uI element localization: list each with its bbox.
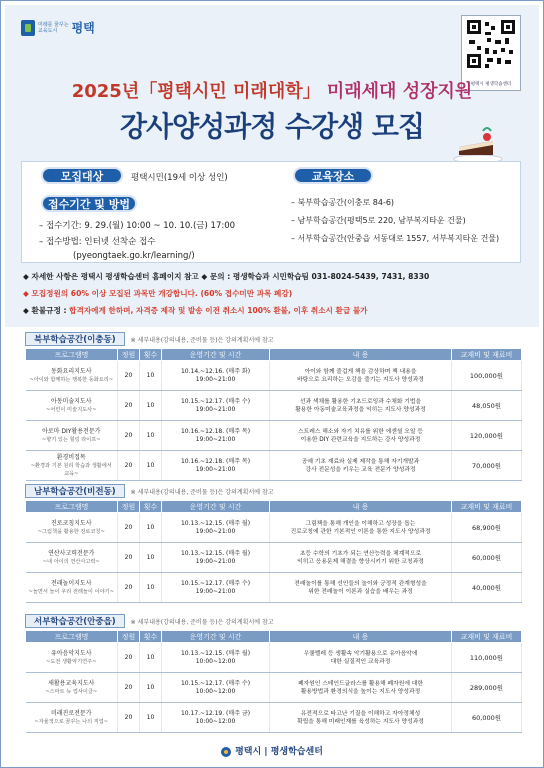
- capacity-cell: 20: [118, 573, 140, 603]
- section-head: [25, 484, 521, 498]
- period-time: 19:00~21:00: [195, 375, 236, 383]
- program-subtitle: ~어린이 미술지도사~: [46, 406, 97, 413]
- session-count-cell: 10: [140, 673, 162, 703]
- period-time: 19:00~21:00: [195, 435, 236, 443]
- col-header-fee: 교재비 및 재료비: [452, 349, 522, 361]
- session-count-cell: 10: [140, 573, 162, 603]
- table-row: [26, 573, 522, 603]
- program-cell: [26, 543, 118, 573]
- period-dates: 10.16.~12.18. (매주 목): [180, 427, 251, 435]
- program-name: 유아음악지도사: [50, 649, 92, 657]
- fee-cell: 100,000원: [452, 361, 522, 391]
- period-time: 10:00~12:00: [195, 717, 236, 725]
- table-header-row: [26, 631, 522, 643]
- location-label: 교육장소: [293, 167, 373, 184]
- content-line-1: 공예 기초 재료와 실제 제작을 통해 자기개발과: [301, 458, 420, 465]
- period-cell: [162, 673, 270, 703]
- section-tag: 서부학습공간(안중읍): [25, 614, 125, 628]
- program-name: 연산사고력전문가: [48, 549, 95, 557]
- col-header-capacity: 정원: [118, 631, 140, 643]
- note-minimum: ◆ 모집정원의 60% 이상 모집된 과목만 개강합니다. (60% 접수미만 과목 폐강): [23, 289, 293, 298]
- col-header-count: 횟수: [140, 349, 162, 361]
- table-header-row: [26, 501, 522, 513]
- city-logo-icon: [21, 20, 35, 36]
- col-header-capacity: 정원: [118, 501, 140, 513]
- col-header-count: 횟수: [140, 501, 162, 513]
- fee-cell: 60,000원: [452, 703, 522, 733]
- logo-slogan-1: 미래를 꿈꾸는: [38, 21, 69, 28]
- program-cell: [26, 421, 118, 451]
- col-header-program: 프로그램명: [26, 349, 118, 361]
- table-row: [26, 391, 522, 421]
- program-cell: [26, 513, 118, 543]
- note-refund-label: ◆ 환불규정 :: [23, 306, 70, 315]
- program-name: 아로마 DIY활용전문가: [42, 427, 101, 435]
- content-cell: [270, 391, 452, 421]
- cake-illustration-icon: [453, 123, 503, 163]
- section-south: [25, 484, 521, 603]
- location-south: – 남부학습공간(평택5로 220, 남부복지타운 건물): [291, 216, 466, 225]
- content-line-2: 대한 실질적인 교육과정: [330, 658, 391, 665]
- program-subtitle: ~스마트 뉴 업사이클~: [45, 688, 98, 695]
- qr-caption: 평택시 평생학습센터: [470, 82, 512, 87]
- program-subtitle: ~도전 생활악기연주~: [46, 658, 97, 665]
- table-row: [26, 513, 522, 543]
- period-dates: 10.15.~12.17. (매주 수): [180, 397, 251, 405]
- program-cell: [26, 673, 118, 703]
- section-west: [25, 614, 521, 733]
- qr-code-icon: [467, 20, 515, 68]
- program-subtitle: ~아이와 함께하는 행복한 동화요리~: [29, 376, 114, 383]
- section-note: ※ 세부내용(강의내용, 준비물 등)은 강의계획서에 참고: [130, 336, 274, 344]
- content-line-1: 스트레스 해소와 자기 치유를 위한 에센셜 오일 등: [298, 428, 423, 435]
- content-line-2: 활용방법과 환경의식을 높이는 지도사 양성과정: [300, 688, 421, 695]
- logo-text-small: [38, 22, 69, 34]
- program-name: 전래놀이지도사: [50, 579, 92, 587]
- period-cell: [162, 451, 270, 481]
- content-line-1: 아이와 함께 즐겁게 책을 감상하며 책 내용을: [304, 368, 417, 375]
- city-emblem-icon: [221, 747, 231, 757]
- section-note: ※ 세부내용(강의내용, 준비물 등)은 강의계획서에 참고: [130, 488, 274, 496]
- session-count-cell: 10: [140, 543, 162, 573]
- content-line-1: 선과 색채를 활용한 기초드로잉과 수채화 기법을: [299, 398, 422, 405]
- program-subtitle: ~향기 있는 힐링 라이프~: [41, 436, 101, 443]
- section-note: ※ 세부내용(강의내용, 준비물 등)은 강의계획서에 참고: [130, 618, 274, 626]
- table-row: [26, 543, 522, 573]
- fee-cell: 68,900원: [452, 513, 522, 543]
- capacity-cell: 20: [118, 703, 140, 733]
- capacity-cell: 20: [118, 673, 140, 703]
- content-cell: [270, 543, 452, 573]
- col-header-period: 운영기간 및 시간: [162, 501, 270, 513]
- content-line-1: 폐자원인 스테인드글라스를 활용해 폐자원에 대한: [298, 680, 423, 687]
- period-time: 19:00~21:00: [195, 465, 236, 473]
- capacity-cell: 20: [118, 513, 140, 543]
- period-cell: [162, 421, 270, 451]
- period-dates: 10.17.~12.19. (매주 금): [180, 709, 251, 717]
- content-line-1: 유전적으로 타고난 기질을 이해하고 자아정체성: [300, 710, 421, 717]
- program-name: 진로코칭지도사: [50, 519, 92, 527]
- location-north: – 북부학습공간(이충로 84-6): [291, 198, 395, 207]
- headline-program: 2025년「평택시민 미래대학」: [71, 81, 321, 102]
- col-header-content: 내 용: [270, 501, 452, 513]
- period-cell: [162, 643, 270, 673]
- fee-cell: 289,000원: [452, 673, 522, 703]
- logo-city-name: 평택: [71, 21, 95, 35]
- session-count-cell: 10: [140, 451, 162, 481]
- period-dates: 10.14.~12.16. (매주 화): [180, 367, 251, 375]
- program-table: [25, 630, 522, 733]
- logo-slogan-2: 교육도시: [38, 27, 58, 34]
- col-header-fee: 교재비 및 재료비: [452, 501, 522, 513]
- capacity-cell: 20: [118, 391, 140, 421]
- capacity-cell: 20: [118, 421, 140, 451]
- fee-cell: 48,050원: [452, 391, 522, 421]
- session-count-cell: 10: [140, 513, 162, 543]
- period-time: 19:00~21:00: [195, 405, 236, 413]
- program-name: 아동미술지도사: [50, 397, 92, 405]
- program-cell: [26, 703, 118, 733]
- program-subtitle: ~놀면서 놀이 우리 전래놀이 이야기~: [28, 588, 114, 595]
- table-row: [26, 451, 522, 481]
- col-header-content: 내 용: [270, 349, 452, 361]
- col-header-period: 운영기간 및 시간: [162, 349, 270, 361]
- fee-cell: 70,000원: [452, 451, 522, 481]
- capacity-cell: 20: [118, 643, 140, 673]
- period-cell: [162, 543, 270, 573]
- recruit-period: – 접수기간: 9. 29.(월) 10:00 ~ 10. 10.(금) 17:00: [39, 221, 236, 231]
- fee-cell: 40,000원: [452, 573, 522, 603]
- period-cell: [162, 361, 270, 391]
- recruit-url[interactable]: (pyeongtaek.go.kr/learning/): [73, 251, 195, 261]
- recruit-target-value: 평택시민(19세 이상 성인): [131, 173, 228, 183]
- capacity-cell: 20: [118, 361, 140, 391]
- col-header-program: 프로그램명: [26, 501, 118, 513]
- content-line-2: 익히고 응용문제 해결을 향상시키기 위한 코칭과정: [297, 558, 424, 565]
- content-line-1: 그림책을 통해 개인을 이해하고 성장을 돕는: [305, 520, 416, 527]
- content-cell: [270, 673, 452, 703]
- section-north: [25, 332, 521, 481]
- section-head: [25, 332, 521, 346]
- section-tag: 북부학습공간(이충동): [25, 332, 125, 346]
- program-cell: [26, 361, 118, 391]
- fee-cell: 120,000원: [452, 421, 522, 451]
- period-time: 19:00~21:00: [195, 587, 236, 595]
- location-west: – 서부학습공간(안중읍 서동대로 1557, 서부복지타운 건물): [291, 234, 500, 243]
- table-row: [26, 643, 522, 673]
- content-line-2: 이용한 DIY 관련교육을 지도하는 강사 양성과정: [300, 436, 421, 443]
- table-header-row: [26, 349, 522, 361]
- col-header-capacity: 정원: [118, 349, 140, 361]
- content-cell: [270, 513, 452, 543]
- content-line-2: 활용한 아동미술교육과정을 익히는 지도사 양성과정: [295, 406, 426, 413]
- program-cell: [26, 573, 118, 603]
- section-head: [25, 614, 521, 628]
- program-subtitle: ~내 아이의 연산사고력~: [42, 558, 100, 565]
- program-name: 새활용교육지도사: [48, 679, 95, 687]
- content-line-1: 초등 수학의 기초가 되는 연산능력을 체계적으로: [299, 550, 422, 557]
- period-dates: 10.13.~12.15. (매주 월): [180, 549, 251, 557]
- period-dates: 10.13.~12.15. (매주 월): [180, 519, 251, 527]
- content-cell: [270, 451, 452, 481]
- note-refund: [23, 305, 368, 316]
- recruit-target-label: 모집대상: [41, 167, 123, 184]
- period-cell: [162, 573, 270, 603]
- content-line-1: 전래놀이를 통해 선인들의 놀이와 긍정적 관계형성을: [294, 580, 427, 587]
- content-line-1: 우쿨렐레 등 생활속 악기활용으로 유아음악에: [303, 650, 418, 657]
- col-header-program: 프로그램명: [26, 631, 118, 643]
- col-header-period: 운영기간 및 시간: [162, 631, 270, 643]
- capacity-cell: 20: [118, 451, 140, 481]
- content-cell: [270, 361, 452, 391]
- period-time: 10:00~12:00: [195, 687, 236, 695]
- headline-topic: 미래세대 성장지원: [326, 81, 473, 102]
- program-table: [25, 500, 522, 603]
- table-row: [26, 361, 522, 391]
- period-dates: 10.15.~12.17. (매주 수): [180, 679, 251, 687]
- period-time: 10:00~12:00: [195, 657, 236, 665]
- recruit-period-label: 접수기간 및 방법: [41, 195, 137, 212]
- page-title: 강사양성과정 수강생 모집: [119, 110, 425, 143]
- session-count-cell: 10: [140, 703, 162, 733]
- period-time: 19:00~21:00: [195, 557, 236, 565]
- period-dates: 10.16.~12.18. (매주 목): [180, 457, 251, 465]
- period-cell: [162, 513, 270, 543]
- program-cell: [26, 391, 118, 421]
- period-dates: 10.13.~12.15. (매주 월): [180, 649, 251, 657]
- col-header-count: 횟수: [140, 631, 162, 643]
- program-cell: [26, 451, 118, 481]
- program-subtitle: ~자율적으로 꿈꾸는 나의 직업~: [34, 718, 109, 725]
- session-count-cell: 10: [140, 643, 162, 673]
- table-row: [26, 673, 522, 703]
- session-count-cell: 10: [140, 391, 162, 421]
- program-subtitle: ~환경과 기본 원리 학습과 생활에서 교육~: [30, 462, 112, 477]
- note-refund-text: 합격자에게 한하며, 자격증 제작 및 발송 이전 취소시 100% 환불, 이후 취소시 환급 불가: [69, 306, 368, 315]
- content-line-2: 위한 전래놀이 이론과 실습을 배우는 과정: [308, 588, 413, 595]
- footer-text: 평택시 | 평생학습센터: [235, 747, 323, 757]
- col-header-fee: 교재비 및 재료비: [452, 631, 522, 643]
- city-logo: [21, 19, 95, 36]
- table-row: [26, 421, 522, 451]
- content-cell: [270, 421, 452, 451]
- program-name: 미래진로전문가: [50, 709, 92, 717]
- program-name: 동화요리지도사: [50, 367, 92, 375]
- program-cell: [26, 643, 118, 673]
- capacity-cell: 20: [118, 543, 140, 573]
- period-cell: [162, 391, 270, 421]
- session-count-cell: 10: [140, 361, 162, 391]
- program-name: 환경비접목: [56, 453, 86, 461]
- program-subtitle: ~그림책을 활용한 진로코칭~: [37, 528, 105, 535]
- col-header-content: 내 용: [270, 631, 452, 643]
- period-time: 19:00~21:00: [195, 527, 236, 535]
- content-line-2: 진로코칭에 관한 기본적인 이론을 통한 지도사 양성과정: [290, 528, 431, 535]
- table-row: [26, 703, 522, 733]
- period-dates: 10.15.~12.17. (매주 수): [180, 579, 251, 587]
- content-cell: [270, 703, 452, 733]
- period-cell: [162, 703, 270, 733]
- program-table: [25, 348, 522, 481]
- recruit-method: – 접수방법: 인터넷 선착순 접수: [39, 237, 156, 247]
- content-line-2: 강사 전문성을 키우는 교육 전문가 양성과정: [305, 466, 416, 473]
- content-line-2: 바탕으로 요리하는 오감을 즐기는 지도사 양성과정: [297, 376, 424, 383]
- note-contact: ◆ 자세한 사항은 평택시 평생학습센터 홈페이지 참고 ◆ 문의 : 평생학습과 시민학습팀 031-8024-5439, 7431, 8330: [23, 272, 430, 281]
- fee-cell: 110,000원: [452, 643, 522, 673]
- content-cell: [270, 573, 452, 603]
- footer: [1, 744, 543, 757]
- content-line-2: 확립을 통해 미래인재를 육성하는 지도사 양성과정: [297, 718, 424, 725]
- content-cell: [270, 643, 452, 673]
- headline-line1: [1, 77, 543, 103]
- fee-cell: 60,000원: [452, 543, 522, 573]
- session-count-cell: 10: [140, 421, 162, 451]
- section-tag: 남부학습공간(비전동): [25, 484, 125, 498]
